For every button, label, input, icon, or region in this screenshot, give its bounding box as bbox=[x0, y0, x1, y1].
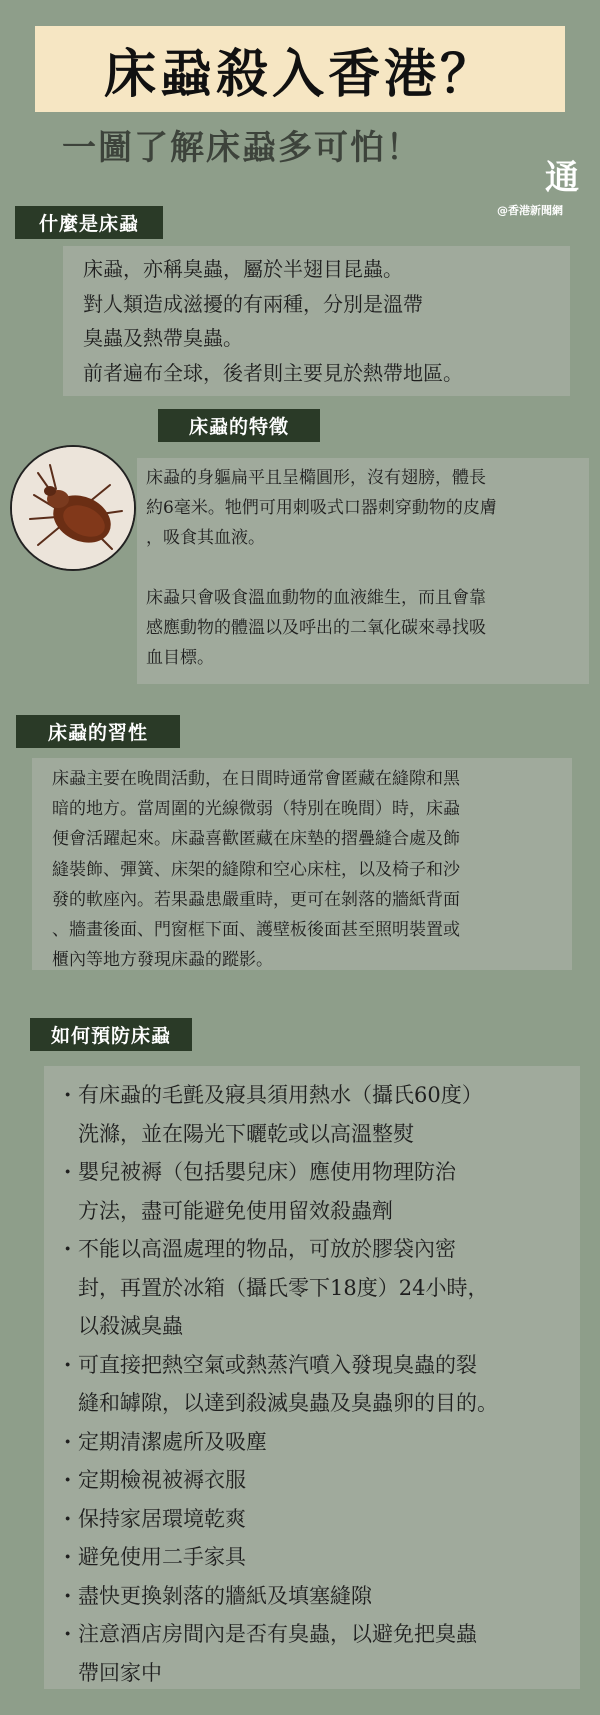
bullet-icon: · bbox=[64, 1505, 72, 1531]
text-line: 盡快更換剝落的牆紙及填塞縫隙 bbox=[78, 1583, 372, 1608]
prevention-item-text bbox=[78, 1346, 576, 1423]
page-title: 床蝨殺入香港？ bbox=[103, 43, 496, 105]
prevention-item-text bbox=[78, 1461, 576, 1500]
bullet-icon: · bbox=[64, 1467, 72, 1492]
prevention-item bbox=[64, 1153, 576, 1230]
prevention-item bbox=[64, 1230, 576, 1346]
text-line: 有床蝨的毛氈及寢具須用熱水（攝氏60度） bbox=[78, 1083, 483, 1107]
section-header-what: 什麼是床蝨 bbox=[15, 206, 163, 239]
text-line: ，吸食其血液。 bbox=[146, 528, 265, 548]
section-header-features: 床蝨的特徵 bbox=[158, 409, 320, 442]
text-line: 洗滌，並在陽光下曬乾或以高溫整熨 bbox=[78, 1121, 414, 1146]
text-line: 便會活躍起來。床蝨喜歡匿藏在床墊的摺疊縫合處及飾 bbox=[52, 829, 460, 850]
text-line: 定期檢視被褥衣服 bbox=[78, 1468, 246, 1492]
text-line: 前者遍布全球，後者則主要見於熱帶地區。 bbox=[83, 360, 463, 385]
prevention-item bbox=[64, 1423, 576, 1462]
text-line: 保持家居環境乾爽 bbox=[78, 1506, 246, 1531]
prevention-item bbox=[64, 1076, 576, 1153]
prevention-item bbox=[64, 1615, 576, 1692]
paragraph-gap bbox=[146, 553, 583, 583]
text-line: 血目標。 bbox=[146, 648, 214, 668]
brand-logo-glyph: 通 bbox=[545, 157, 579, 198]
brand-logo bbox=[538, 150, 586, 198]
prevention-item-text bbox=[78, 1076, 576, 1153]
prevention-item-text bbox=[78, 1615, 576, 1692]
section-body-features bbox=[137, 458, 589, 684]
text-line: 床蝨，亦稱臭蟲，屬於半翅目昆蟲。 bbox=[83, 257, 403, 281]
text-line: 櫃內等地方發現床蝨的蹤影。 bbox=[52, 950, 273, 971]
text-line: 床蝨主要在晚間活動，在日間時通常會匿藏在縫隙和黑 bbox=[52, 769, 460, 789]
section-body-habits bbox=[32, 758, 572, 970]
text-line: 床蝨只會吸食溫血動物的血液維生，而且會靠 bbox=[146, 588, 486, 608]
prevention-item bbox=[64, 1538, 576, 1577]
title-banner bbox=[35, 26, 565, 112]
prevention-item bbox=[64, 1500, 576, 1539]
page-subtitle: 一圖了解床蝨多可怕！ bbox=[62, 128, 422, 168]
text-line: 嬰兒被褥（包括嬰兒床）應使用物理防治 bbox=[78, 1160, 456, 1184]
text-line: 縫裝飾、彈簧、床架的縫隙和空心床柱，以及椅子和沙 bbox=[52, 859, 460, 880]
bullet-icon: · bbox=[64, 1544, 72, 1569]
bullet-icon: · bbox=[64, 1582, 72, 1608]
text-line: 床蝨的身軀扁平且呈橢圓形，沒有翅膀，體長 bbox=[146, 468, 486, 488]
bullet-icon: · bbox=[64, 1236, 72, 1261]
text-line: 暗的地方。當周圍的光線微弱（特別在晚間）時，床蝨 bbox=[52, 799, 460, 820]
text-line: 封，再置於冰箱（攝氏零下18度）24小時， bbox=[78, 1275, 489, 1300]
text-line: 感應動物的體溫以及呼出的二氧化碳來尋找吸 bbox=[146, 618, 486, 638]
prevention-item bbox=[64, 1346, 576, 1423]
text-line: 注意酒店房間內是否有臭蟲，以避免把臭蟲 bbox=[78, 1622, 477, 1646]
text-line: 可直接把熱空氣或熱蒸汽噴入發現臭蟲的裂 bbox=[78, 1352, 477, 1377]
prevention-item-text bbox=[78, 1577, 576, 1616]
text-line: 約6毫米。牠們可用刺吸式口器刺穿動物的皮膚 bbox=[146, 498, 497, 518]
text-line: 發的軟座內。若果蝨患嚴重時，更可在剝落的牆紙背面 bbox=[52, 889, 460, 910]
prevention-item-text bbox=[78, 1423, 576, 1462]
bullet-icon: · bbox=[64, 1428, 72, 1454]
bullet-icon: · bbox=[64, 1159, 72, 1184]
prevention-item-text bbox=[78, 1153, 576, 1230]
text-line: 方法，盡可能避免使用留效殺蟲劑 bbox=[78, 1198, 393, 1223]
bedbug-photo bbox=[10, 445, 136, 571]
section-header-habits: 床蝨的習性 bbox=[16, 715, 180, 748]
source-handle: @香港新聞網 bbox=[497, 204, 563, 217]
prevention-item-text bbox=[78, 1500, 576, 1539]
prevention-item bbox=[64, 1461, 576, 1500]
bullet-icon: · bbox=[64, 1351, 72, 1377]
section-header-prevent: 如何預防床蝨 bbox=[30, 1018, 192, 1051]
text-line: 避免使用二手家具 bbox=[78, 1545, 246, 1569]
prevention-item-text bbox=[78, 1538, 576, 1577]
bullet-icon: · bbox=[64, 1621, 72, 1646]
text-line: 對人類造成滋擾的有兩種，分別是溫帶 bbox=[83, 291, 423, 316]
text-line: 不能以高溫處理的物品，可放於膠袋內密 bbox=[78, 1237, 456, 1261]
text-line: 縫和罅隙，以達到殺滅臭蟲及臭蟲卵的目的。 bbox=[78, 1391, 498, 1415]
prevention-item bbox=[64, 1577, 576, 1616]
text-line: 、牆畫後面、門窗框下面、護壁板後面甚至照明裝置或 bbox=[52, 920, 460, 941]
text-line: 臭蟲及熱帶臭蟲。 bbox=[83, 326, 243, 350]
section-body-what bbox=[63, 246, 570, 396]
text-line: 定期清潔處所及吸塵 bbox=[78, 1429, 267, 1454]
section-body-prevent bbox=[44, 1066, 580, 1689]
text-line: 帶回家中 bbox=[78, 1660, 162, 1685]
bullet-icon: · bbox=[64, 1082, 72, 1107]
text-line: 以殺滅臭蟲 bbox=[78, 1314, 183, 1338]
prevention-item-text bbox=[78, 1230, 576, 1346]
bedbug-icon bbox=[12, 447, 136, 571]
